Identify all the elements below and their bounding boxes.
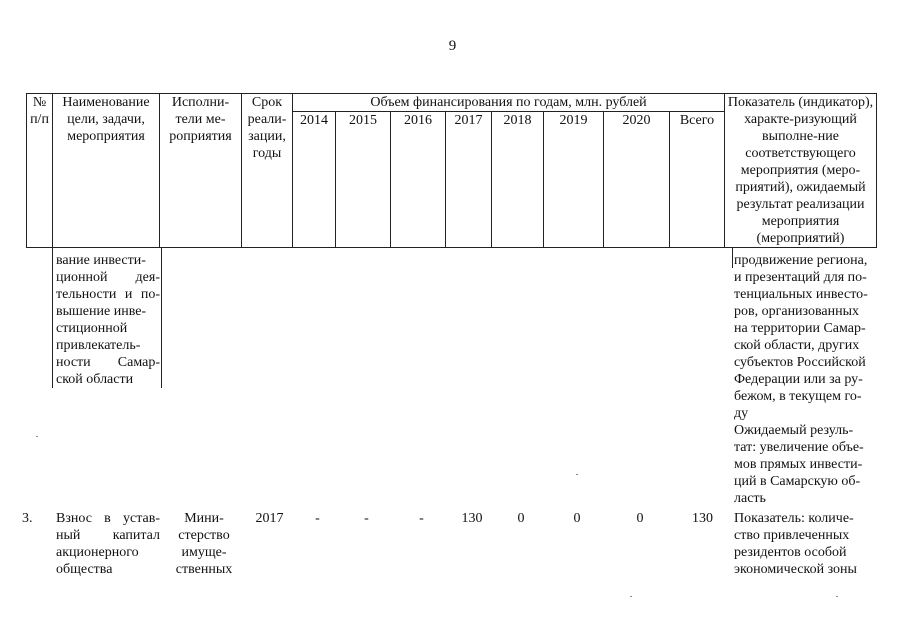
value-2016: - — [419, 511, 424, 526]
text-line: стерство — [178, 528, 230, 543]
text-line: Взнос в устав- — [56, 511, 160, 526]
continued-task-name — [56, 252, 160, 388]
header-indicator: Показатель (индикатор), характе-ризующий выполне-ние соответствующего мероприятия (меро-приятий), ожидаемый результат реализации мероприятия (мероприятий) — [725, 94, 877, 248]
text-line: Показатель: количе- — [734, 511, 854, 526]
row-term: 2017 — [255, 511, 284, 526]
text-line: ство привлеченных — [734, 528, 850, 543]
value-2018: 0 — [517, 511, 525, 526]
text-line: ственных — [175, 562, 233, 577]
header-year: 2020 — [604, 112, 670, 248]
header-funding-title: Объем финансирования по годам, млн. рублей — [293, 94, 725, 112]
text-line: ционной дея- — [56, 270, 160, 285]
header-year: 2018 — [492, 112, 544, 248]
text-line: вышение инве- — [56, 304, 147, 319]
row-executor — [165, 510, 243, 578]
text-line: стиционной — [56, 321, 128, 336]
text-line: ласть — [734, 491, 766, 506]
text-line: ный капитал — [56, 528, 160, 543]
scan-speck — [576, 474, 578, 475]
header-year: 2014 — [293, 112, 336, 248]
scan-speck — [36, 436, 38, 437]
text-line: тат: увеличение объе- — [734, 440, 864, 455]
header-executors: Исполни-тели ме-роприятия — [160, 94, 242, 248]
text-line: резидентов особой — [734, 545, 847, 560]
value-2015: - — [364, 511, 369, 526]
text-line: акционерного — [56, 545, 139, 560]
scan-speck — [630, 596, 632, 597]
text-line: тенциальных инвесто- — [734, 287, 868, 302]
header-year: 2015 — [336, 112, 391, 248]
text-line: ров, организованных — [734, 304, 860, 319]
page-number: 9 — [448, 38, 457, 54]
row-indicator — [734, 510, 886, 578]
value-2020: 0 — [636, 511, 644, 526]
text-line: субъектов Российской — [734, 355, 866, 370]
header-name: Наименование цели, задачи, мероприятия — [53, 94, 160, 248]
table-header — [26, 93, 877, 248]
text-line: тельности и по- — [56, 287, 160, 302]
continued-indicator — [734, 252, 886, 507]
text-line: и презентаций для по- — [734, 270, 867, 285]
column-rule — [732, 248, 733, 268]
row-task-name — [56, 510, 160, 578]
value-2017: 130 — [461, 511, 483, 526]
text-line: ций в Самарскую об- — [734, 474, 861, 489]
text-line: ской области — [56, 372, 134, 387]
value-2014: - — [315, 511, 320, 526]
row-number: 3. — [22, 511, 33, 526]
text-line: привлекатель- — [56, 338, 141, 353]
text-line: Ожидаемый резуль- — [734, 423, 854, 438]
scan-speck — [836, 596, 838, 597]
column-rule — [161, 248, 162, 388]
column-rule — [52, 248, 53, 388]
text-line: Федерации или за ру- — [734, 372, 863, 387]
text-line: экономической зоны — [734, 562, 857, 577]
text-line: на территории Самар- — [734, 321, 866, 336]
header-total: Всего — [670, 112, 725, 248]
text-line: ской области, других — [734, 338, 860, 353]
text-line: бежом, в текущем го- — [734, 389, 862, 404]
text-line: ду — [734, 406, 749, 421]
value-2019: 0 — [573, 511, 581, 526]
text-line: продвижение региона, — [734, 253, 868, 268]
header-num: № п/п — [27, 94, 53, 248]
text-line: общества — [56, 562, 113, 577]
header-year: 2016 — [391, 112, 446, 248]
text-line: Мини- — [184, 511, 224, 526]
value-total: 130 — [692, 511, 713, 526]
header-term: Срок реали-зации, годы — [242, 94, 293, 248]
header-year: 2019 — [544, 112, 604, 248]
text-line: ности Самар- — [56, 355, 160, 370]
text-line: имуще- — [181, 545, 227, 560]
text-line: мов прямых инвести- — [734, 457, 863, 472]
header-year: 2017 — [446, 112, 492, 248]
text-line: вание инвести- — [56, 253, 146, 268]
